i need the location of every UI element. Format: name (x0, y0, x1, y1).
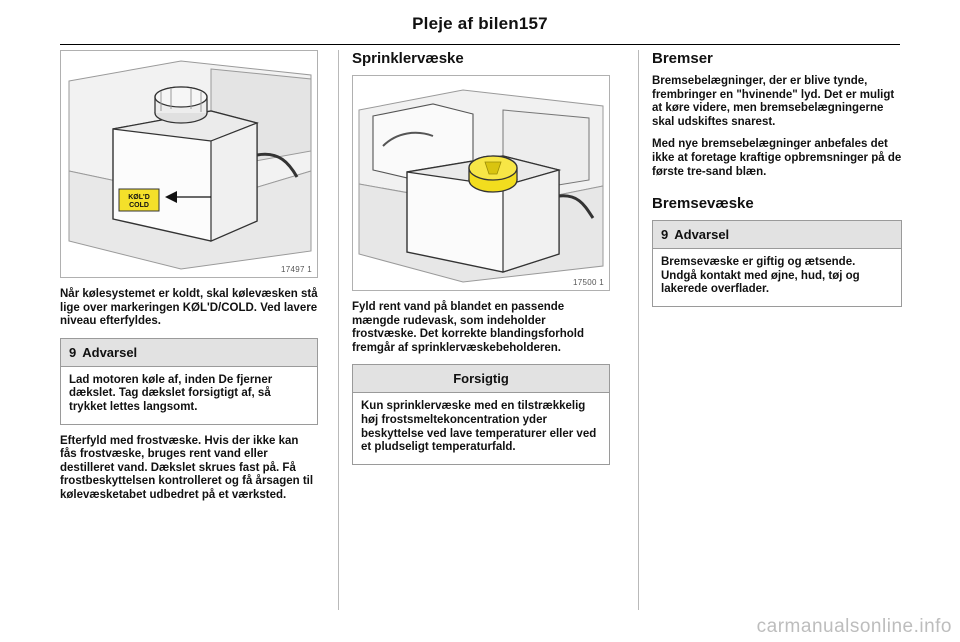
warning-text: Bremsevæske er giftig og ætsende. Undgå kontakt med øjne, hud, tøj og lakerede overflader. (661, 256, 860, 296)
section-heading-bremsevaeske: Bremsevæske (652, 195, 754, 213)
site-watermark: carmanualsonline.info (756, 616, 952, 637)
warning-box-brakefluid (652, 220, 902, 307)
brakes-paragraph-2: Med nye bremsebelægninger anbefales det ikke at foretage kraftige opbremsninger på de første tre-sand blæn. (652, 138, 902, 178)
brakes-paragraph-1: Bremsebelægninger, der er blive tynde, frembringer en "hvinende" lyd. Det er muligt at køre videre, men bremsebelægningerne skal udskiftes snarest. (652, 75, 895, 128)
warning-icon: 9 (69, 344, 77, 360)
warning-title: Advarsel (82, 344, 138, 360)
warning-box-header (61, 339, 317, 367)
washer-paragraph-1: Fyld rent vand på blandet en passende mængde rudevask, som indeholder frostvæske. Det korrekte blandingsforhold fremgår af sprinklervæskebeholderen. (352, 301, 584, 354)
column-two (352, 50, 610, 475)
coolant-reservoir-illustration (61, 51, 317, 277)
coolant-paragraph-2: Efterfyld med frostvæske. Hvis der ikke kan fås frostvæske, bruges rent vand eller destilleret vand. Dækslet skrues fast på. Få frostbeskyttelsen kontrolleret og få årsagen til kølevæsketabet udbedret på et værksted. (60, 434, 314, 501)
column-divider-1 (338, 50, 339, 610)
page-title-text: Pleje af bilen (412, 14, 519, 33)
cold-level-marking (119, 189, 159, 211)
section-heading-sprinklervaeske: Sprinklervæske (352, 50, 464, 67)
page-header (60, 14, 900, 46)
warning-title: Advarsel (674, 227, 730, 243)
coolant-reservoir-figure (60, 50, 318, 278)
caution-title: Forsigtig (453, 371, 509, 387)
caution-box-washer (352, 364, 610, 464)
figure-id: 17500 1 (572, 278, 604, 287)
page-title (60, 14, 900, 34)
caution-box-header (353, 365, 609, 393)
header-divider (60, 44, 900, 45)
column-divider-2 (638, 50, 639, 610)
svg-text:COLD: COLD (129, 202, 149, 209)
coolant-paragraph-1: Når kølesystemet er koldt, skal kølevæsken stå lige over markeringen KØL'D/COLD. Ved lavere niveau efterfyldes. (60, 288, 318, 328)
washer-fluid-reservoir-illustration (353, 76, 609, 290)
warning-icon: 9 (661, 227, 669, 243)
section-heading-bremser: Bremser (652, 50, 713, 67)
figure-id: 17497 1 (280, 265, 312, 274)
warning-box-header (653, 221, 901, 249)
column-three (652, 50, 902, 317)
page-number: 157 (518, 14, 548, 33)
caution-text: Kun sprinklervæske med en tilstrækkelig høj frostsmeltekoncentration yder beskyttelse ved lave temperaturer eller ved et pludseligt temperaturfald. (361, 400, 597, 454)
svg-text:KØL'D: KØL'D (128, 194, 150, 201)
warning-box-coolant (60, 338, 318, 425)
column-one (60, 50, 318, 512)
washer-cap (469, 156, 517, 192)
washer-fluid-figure (352, 75, 610, 291)
warning-text: Lad motoren køle af, inden De fjerner dækslet. Tag dækslet forsigtigt af, så trykket lettes langsomt. (69, 373, 273, 413)
